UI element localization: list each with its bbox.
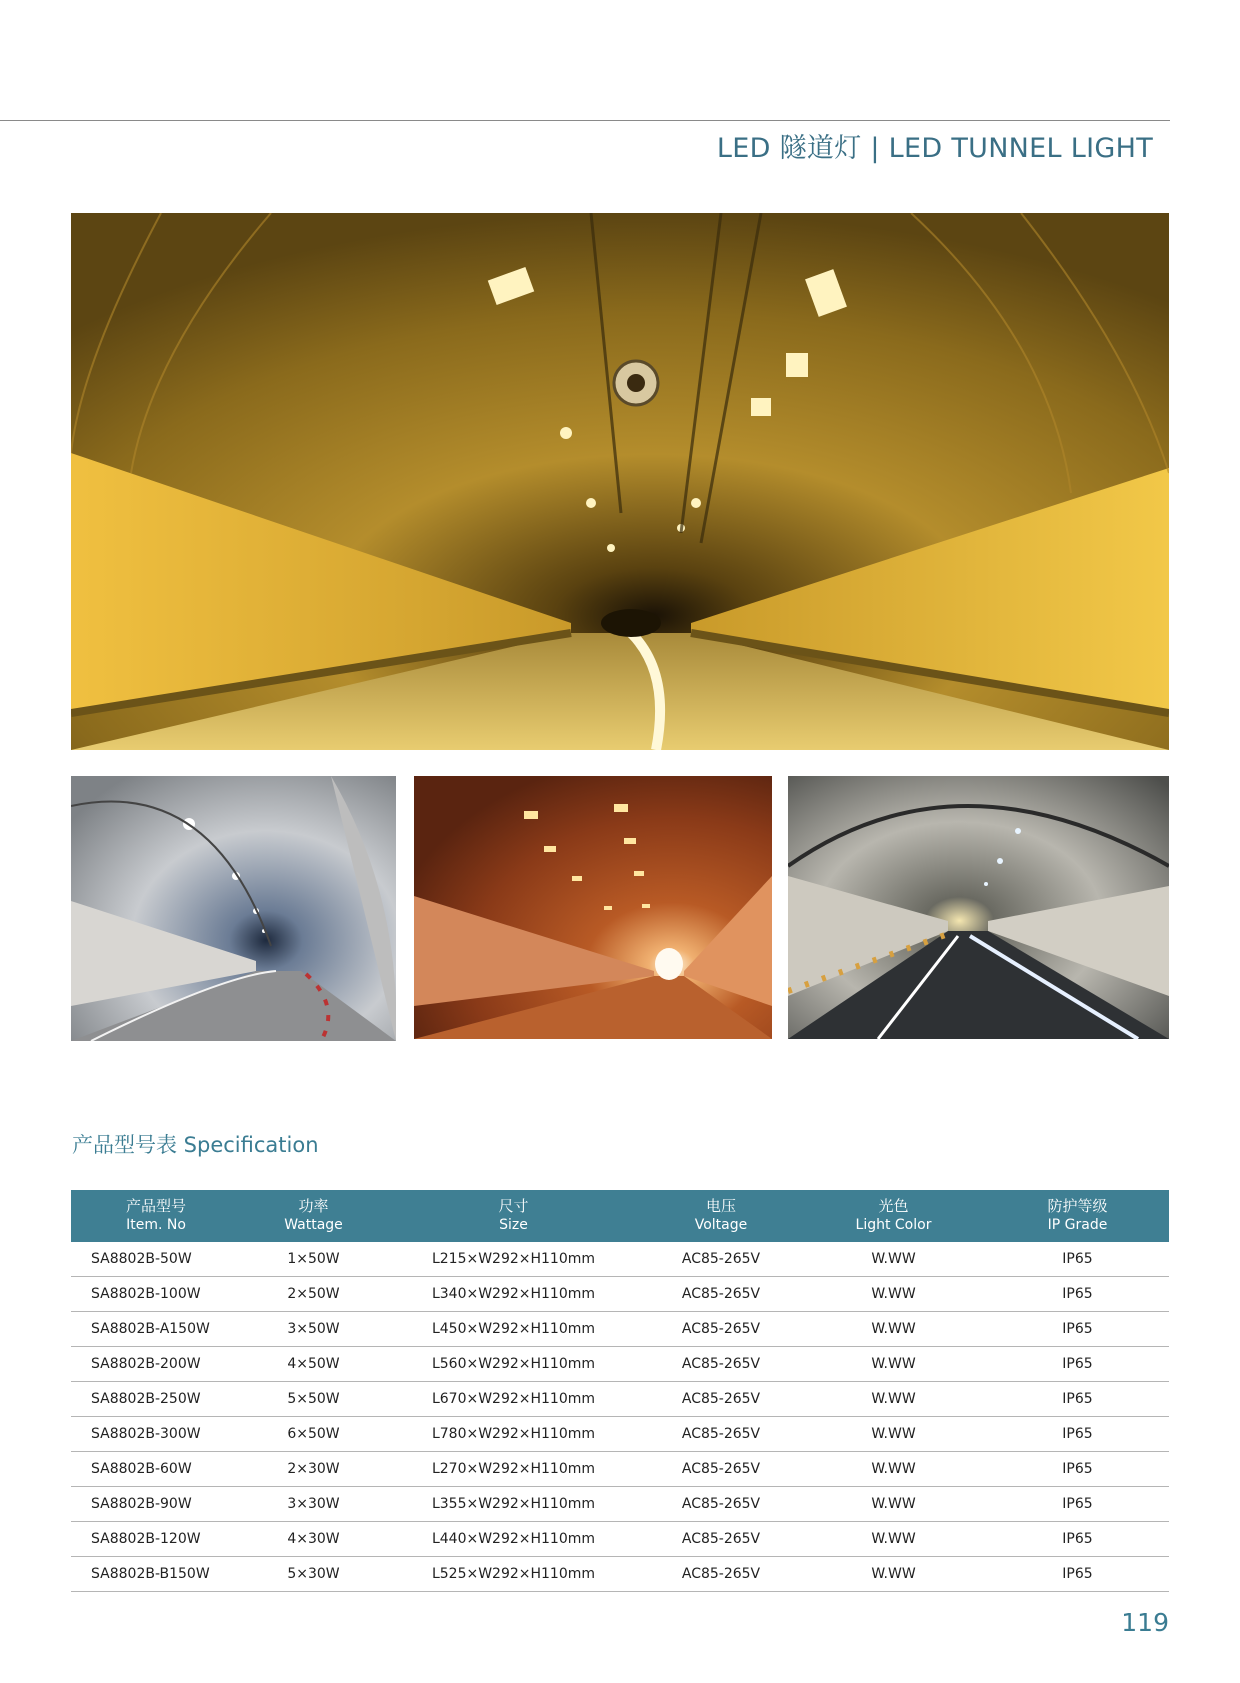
cell-voltage: AC85-265V [641, 1522, 801, 1557]
column-header-wattage: 功率 Wattage [241, 1190, 386, 1242]
column-header-light-color: 光色 Light Color [801, 1190, 986, 1242]
table-row [71, 1347, 1169, 1382]
cell-light-color: W.WW [801, 1557, 986, 1592]
cell-ip-grade: IP65 [986, 1312, 1169, 1347]
cell-item-no: SA8802B-A150W [71, 1312, 241, 1347]
cell-light-color: W.WW [801, 1277, 986, 1312]
column-header-voltage: 电压 Voltage [641, 1190, 801, 1242]
cell-wattage: 2×30W [241, 1452, 386, 1487]
cell-size: L670×W292×H110mm [386, 1382, 641, 1417]
cell-size: L340×W292×H110mm [386, 1277, 641, 1312]
cell-voltage: AC85-265V [641, 1487, 801, 1522]
cell-item-no: SA8802B-60W [71, 1452, 241, 1487]
table-row [71, 1487, 1169, 1522]
cell-item-no: SA8802B-50W [71, 1242, 241, 1277]
cell-item-no: SA8802B-200W [71, 1347, 241, 1382]
cell-item-no: SA8802B-100W [71, 1277, 241, 1312]
cell-size: L780×W292×H110mm [386, 1417, 641, 1452]
spec-section-title: 产品型号表 Specification [72, 1133, 319, 1157]
cell-light-color: W.WW [801, 1522, 986, 1557]
cell-light-color: W.WW [801, 1312, 986, 1347]
table-row [71, 1242, 1169, 1277]
cell-item-no: SA8802B-B150W [71, 1557, 241, 1592]
page-title: LED 隧道灯 | LED TUNNEL LIGHT [716, 133, 1153, 164]
cell-light-color: W.WW [801, 1487, 986, 1522]
cell-wattage: 3×30W [241, 1487, 386, 1522]
cell-ip-grade: IP65 [986, 1452, 1169, 1487]
cell-voltage: AC85-265V [641, 1347, 801, 1382]
cell-voltage: AC85-265V [641, 1277, 801, 1312]
table-header-row [71, 1190, 1169, 1242]
cell-light-color: W.WW [801, 1347, 986, 1382]
orange-tunnel-photo [414, 776, 772, 1039]
cell-voltage: AC85-265V [641, 1242, 801, 1277]
table-row [71, 1452, 1169, 1487]
specification-table [71, 1190, 1169, 1592]
cell-size: L215×W292×H110mm [386, 1242, 641, 1277]
cell-voltage: AC85-265V [641, 1452, 801, 1487]
column-header-item-no: 产品型号 Item. No [71, 1190, 241, 1242]
top-rule [0, 120, 1170, 121]
cell-ip-grade: IP65 [986, 1487, 1169, 1522]
cell-light-color: W.WW [801, 1417, 986, 1452]
cell-size: L525×W292×H110mm [386, 1557, 641, 1592]
cell-light-color: W.WW [801, 1452, 986, 1487]
cell-light-color: W.WW [801, 1382, 986, 1417]
cell-voltage: AC85-265V [641, 1417, 801, 1452]
cell-ip-grade: IP65 [986, 1277, 1169, 1312]
table-row [71, 1417, 1169, 1452]
column-header-size: 尺寸 Size [386, 1190, 641, 1242]
cell-size: L440×W292×H110mm [386, 1522, 641, 1557]
white-tunnel-road-photo [788, 776, 1169, 1039]
table-row [71, 1557, 1169, 1592]
cell-voltage: AC85-265V [641, 1557, 801, 1592]
cell-ip-grade: IP65 [986, 1417, 1169, 1452]
cell-voltage: AC85-265V [641, 1312, 801, 1347]
cell-voltage: AC85-265V [641, 1382, 801, 1417]
cell-ip-grade: IP65 [986, 1557, 1169, 1592]
cell-wattage: 6×50W [241, 1417, 386, 1452]
cell-ip-grade: IP65 [986, 1347, 1169, 1382]
cell-item-no: SA8802B-300W [71, 1417, 241, 1452]
cell-ip-grade: IP65 [986, 1522, 1169, 1557]
cell-wattage: 2×50W [241, 1277, 386, 1312]
main-tunnel-photo [71, 213, 1169, 750]
table-row [71, 1277, 1169, 1312]
white-curved-tunnel-photo [71, 776, 396, 1041]
cell-size: L560×W292×H110mm [386, 1347, 641, 1382]
table-row [71, 1382, 1169, 1417]
cell-wattage: 4×30W [241, 1522, 386, 1557]
cell-size: L450×W292×H110mm [386, 1312, 641, 1347]
cell-ip-grade: IP65 [986, 1242, 1169, 1277]
table-row [71, 1522, 1169, 1557]
cell-light-color: W.WW [801, 1242, 986, 1277]
cell-size: L270×W292×H110mm [386, 1452, 641, 1487]
cell-ip-grade: IP65 [986, 1382, 1169, 1417]
column-header-ip-grade: 防护等级 IP Grade [986, 1190, 1169, 1242]
cell-wattage: 3×50W [241, 1312, 386, 1347]
cell-size: L355×W292×H110mm [386, 1487, 641, 1522]
cell-item-no: SA8802B-120W [71, 1522, 241, 1557]
cell-wattage: 4×50W [241, 1347, 386, 1382]
page-number: 119 [1121, 1608, 1169, 1637]
cell-wattage: 5×30W [241, 1557, 386, 1592]
cell-item-no: SA8802B-90W [71, 1487, 241, 1522]
table-row [71, 1312, 1169, 1347]
cell-wattage: 5×50W [241, 1382, 386, 1417]
cell-wattage: 1×50W [241, 1242, 386, 1277]
cell-item-no: SA8802B-250W [71, 1382, 241, 1417]
